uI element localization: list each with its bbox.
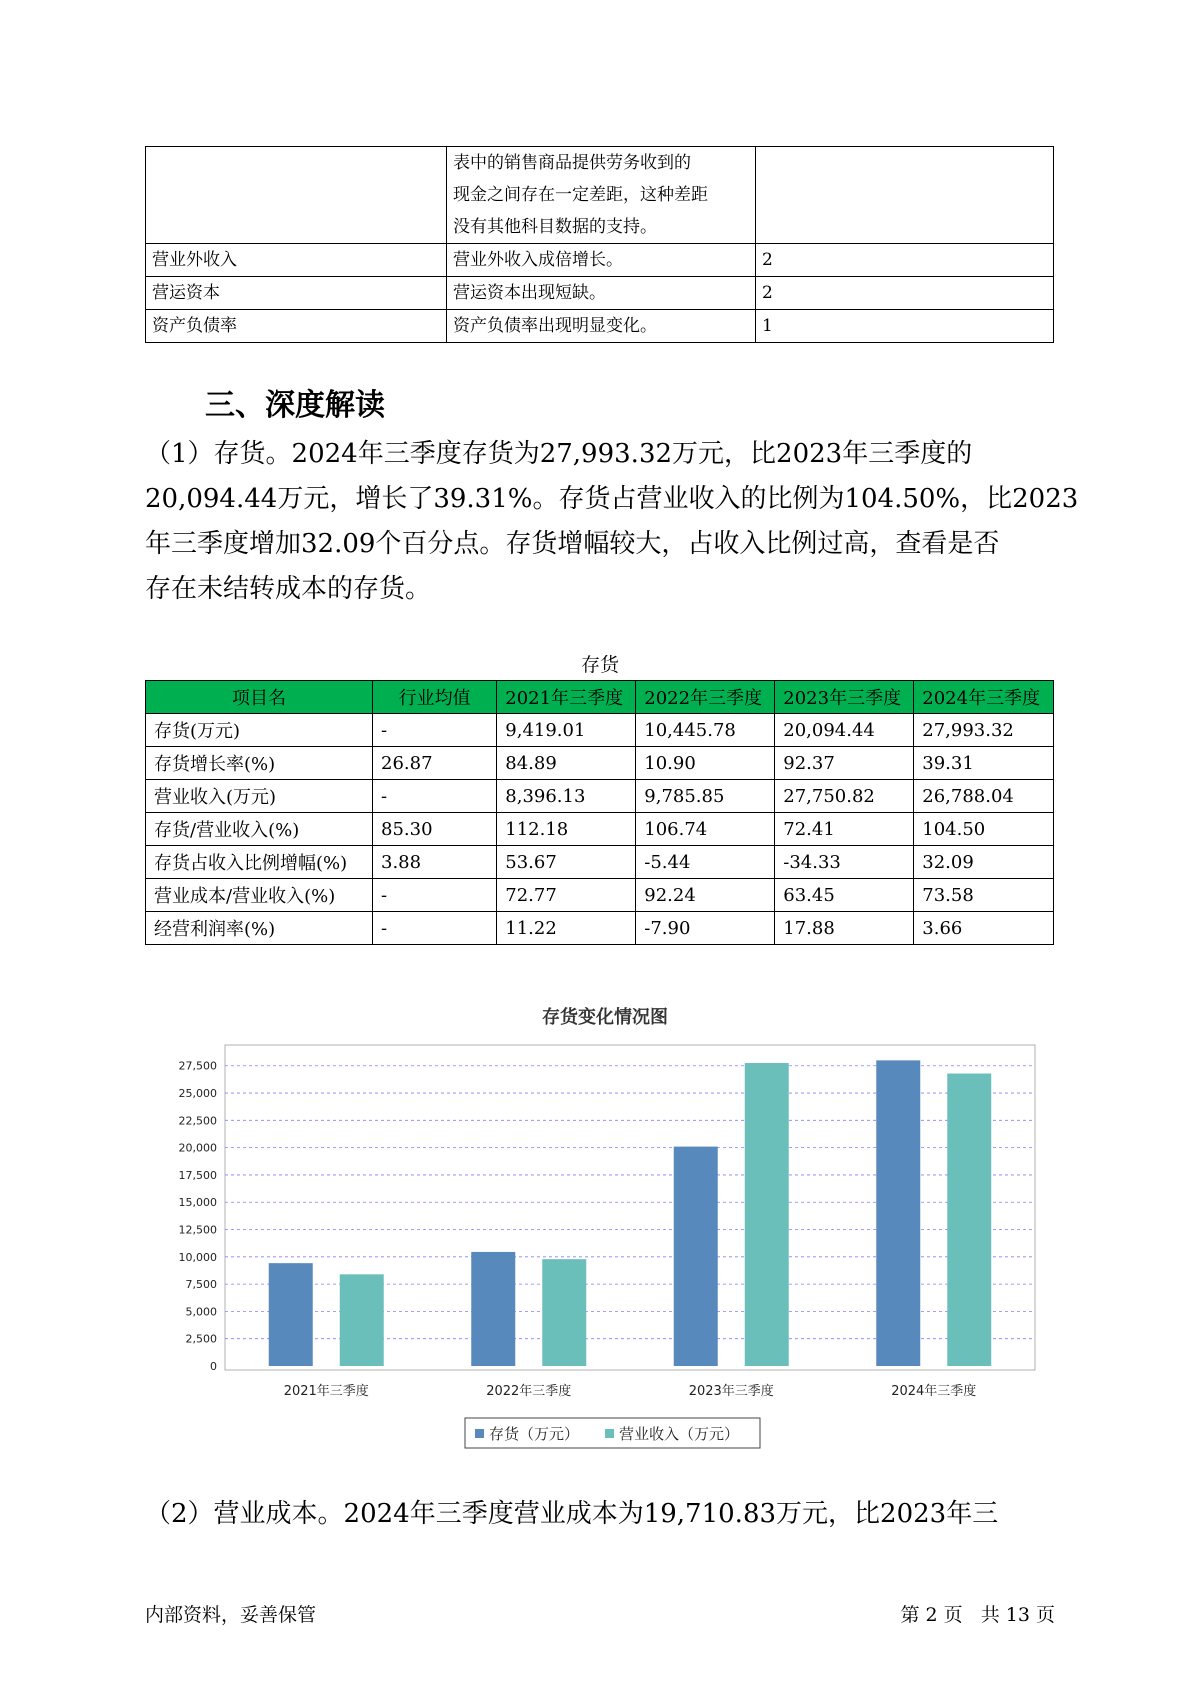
- risk-item: 营运资本: [146, 277, 447, 310]
- y-tick-label: 17,500: [178, 1168, 217, 1182]
- paragraph-line: 存在未结转成本的存货。: [145, 574, 432, 604]
- table-cell: 存货增长率(%): [146, 747, 373, 780]
- table-cell: 经营利润率(%): [146, 912, 373, 945]
- y-tick-label: 5,000: [185, 1305, 217, 1319]
- table-row: [146, 879, 1054, 912]
- table-cell: 3.88: [373, 846, 497, 879]
- legend-label: 存货（万元）: [489, 1425, 580, 1443]
- y-tick-label: 12,500: [178, 1223, 217, 1237]
- bar: [542, 1259, 586, 1366]
- y-tick-label: 20,000: [178, 1141, 217, 1155]
- risk-level: 1: [756, 310, 1054, 343]
- risk-item: [146, 147, 447, 244]
- paragraph-cost: [145, 1492, 1055, 1537]
- risk-description: [447, 147, 756, 244]
- table-cell: -: [373, 912, 497, 945]
- y-tick-label: 22,500: [178, 1114, 217, 1128]
- table-cell: 27,993.32: [914, 714, 1054, 747]
- table-cell: 8,396.13: [497, 780, 636, 813]
- x-tick-label: 2021年三季度: [283, 1384, 369, 1399]
- table-cell: 72.77: [497, 879, 636, 912]
- table-cell: 63.45: [775, 879, 914, 912]
- table-row: [146, 813, 1054, 846]
- table-cell: -34.33: [775, 846, 914, 879]
- table-cell: 9,419.01: [497, 714, 636, 747]
- column-header: 2023年三季度: [775, 681, 914, 714]
- x-tick-label: 2022年三季度: [486, 1384, 572, 1399]
- table-cell: -: [373, 780, 497, 813]
- x-tick-label: 2024年三季度: [891, 1384, 977, 1399]
- column-header: 2021年三季度: [497, 681, 636, 714]
- table-row: [146, 277, 1054, 310]
- table-cell: 26.87: [373, 747, 497, 780]
- risk-item: 资产负债率: [146, 310, 447, 343]
- table-cell: 85.30: [373, 813, 497, 846]
- column-header: 2022年三季度: [636, 681, 775, 714]
- risk-item: 营业外收入: [146, 244, 447, 277]
- y-tick-label: 15,000: [178, 1196, 217, 1210]
- table-cell: 26,788.04: [914, 780, 1054, 813]
- paragraph-line: 年三季度增加32.09个百分点。存货增幅较大，占收入比例过高，查看是否: [145, 529, 1000, 559]
- table-row: [146, 747, 1054, 780]
- column-header: 行业均值: [373, 681, 497, 714]
- table-cell: 11.22: [497, 912, 636, 945]
- risk-level: 2: [756, 277, 1054, 310]
- paragraph-line: （1）存货。2024年三季度存货为27,993.32万元，比2023年三季度的: [145, 439, 973, 469]
- table-cell: 72.41: [775, 813, 914, 846]
- table-cell: 32.09: [914, 846, 1054, 879]
- table-cell: 存货/营业收入(%): [146, 813, 373, 846]
- y-tick-label: 27,500: [178, 1059, 217, 1073]
- paragraph-line: 20,094.44万元，增长了39.31%。存货占营业收入的比例为104.50%，比2023: [145, 484, 1079, 514]
- table-cell: 104.50: [914, 813, 1054, 846]
- description-line: 没有其他科目数据的支持。: [453, 217, 657, 237]
- risk-level: 2: [756, 244, 1054, 277]
- paragraph-inventory: [145, 432, 1079, 612]
- table-cell: -7.90: [636, 912, 775, 945]
- column-header: 2024年三季度: [914, 681, 1054, 714]
- description-line: 营运资本出现短缺。: [453, 283, 606, 303]
- table-row: [146, 780, 1054, 813]
- table-cell: 存货占收入比例增幅(%): [146, 846, 373, 879]
- bar: [745, 1063, 789, 1366]
- table-cell: -5.44: [636, 846, 775, 879]
- footer-page-number: 第 2 页 共 13 页: [900, 1604, 1055, 1626]
- table-cell: 27,750.82: [775, 780, 914, 813]
- footer-confidential: 内部资料，妥善保管: [145, 1604, 317, 1626]
- y-tick-label: 2,500: [185, 1332, 217, 1346]
- table-cell: 53.67: [497, 846, 636, 879]
- risk-level: [756, 147, 1054, 244]
- table-cell: 112.18: [497, 813, 636, 846]
- bar: [674, 1147, 718, 1366]
- table-cell: 3.66: [914, 912, 1054, 945]
- y-tick-label: 10,000: [178, 1250, 217, 1264]
- bar: [340, 1274, 384, 1366]
- table-cell: 106.74: [636, 813, 775, 846]
- risk-description: [447, 310, 756, 343]
- description-line: 表中的销售商品提供劳务收到的: [453, 153, 691, 173]
- table-cell: 39.31: [914, 747, 1054, 780]
- y-tick-label: 0: [210, 1360, 217, 1373]
- table-cell: 10,445.78: [636, 714, 775, 747]
- risk-description: [447, 244, 756, 277]
- table-cell: -: [373, 714, 497, 747]
- table-caption: 存货: [580, 654, 619, 676]
- inventory-chart: [145, 995, 1050, 1475]
- table-cell: 20,094.44: [775, 714, 914, 747]
- table-cell: 9,785.85: [636, 780, 775, 813]
- legend-swatch: [475, 1429, 484, 1438]
- y-tick-label: 25,000: [178, 1087, 217, 1101]
- table-cell: 17.88: [775, 912, 914, 945]
- inventory-table: [145, 680, 1054, 945]
- table-row: [146, 846, 1054, 879]
- table-cell: 存货(万元): [146, 714, 373, 747]
- paragraph-line: （2）营业成本。2024年三季度营业成本为19,710.83万元，比2023年三: [145, 1499, 999, 1529]
- x-tick-label: 2023年三季度: [688, 1384, 774, 1399]
- table-cell: 92.24: [636, 879, 775, 912]
- legend-label: 营业收入（万元）: [619, 1425, 740, 1443]
- table-cell: 73.58: [914, 879, 1054, 912]
- legend-swatch: [605, 1429, 614, 1438]
- chart-title: 存货变化情况图: [542, 1007, 668, 1028]
- table-cell: 营业成本/营业收入(%): [146, 879, 373, 912]
- bar: [947, 1074, 991, 1366]
- description-line: 资产负债率出现明显变化。: [453, 316, 657, 336]
- column-header: 项目名: [146, 681, 373, 714]
- table-row: [146, 310, 1054, 343]
- table-cell: 92.37: [775, 747, 914, 780]
- table-row: [146, 147, 1054, 244]
- bar: [876, 1060, 920, 1366]
- section-heading: 三、深度解读: [205, 388, 385, 423]
- table-row: [146, 244, 1054, 277]
- table-cell: 营业收入(万元): [146, 780, 373, 813]
- bar: [269, 1263, 313, 1366]
- description-line: 营业外收入成倍增长。: [453, 250, 623, 270]
- description-line: 现金之间存在一定差距，这种差距: [453, 185, 708, 205]
- table-cell: 84.89: [497, 747, 636, 780]
- y-tick-label: 7,500: [185, 1278, 217, 1292]
- table-row: [146, 714, 1054, 747]
- table-cell: 10.90: [636, 747, 775, 780]
- risk-description: [447, 277, 756, 310]
- table-cell: -: [373, 879, 497, 912]
- table-header-row: [146, 681, 1054, 714]
- bar: [471, 1252, 515, 1366]
- risk-table: [145, 146, 1054, 343]
- table-row: [146, 912, 1054, 945]
